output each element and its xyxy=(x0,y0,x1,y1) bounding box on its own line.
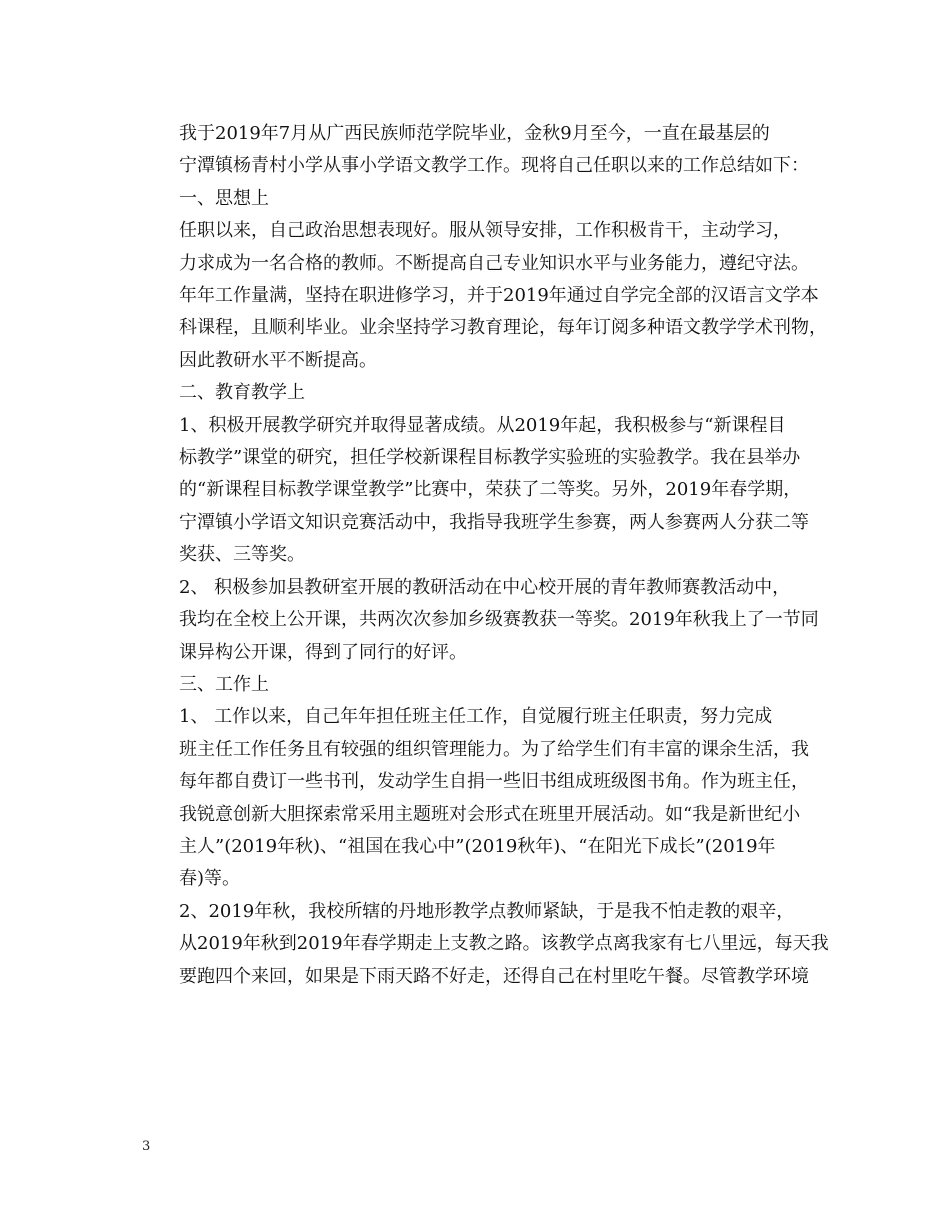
text-line: 年年工作量满，坚持在职进修学习，并于2019年通过自学完全部的汉语言文学本 xyxy=(179,285,819,307)
text-line: 要跑四个来回，如果是下雨天路不好走，还得自己在村里吃午餐。尽管教学环境 xyxy=(179,965,809,987)
text-line: 班主任工作任务且有较强的组织管理能力。为了给学生们有丰富的课余生活，我 xyxy=(179,738,809,760)
document-body xyxy=(143,118,829,993)
text-line: 2、2019年秋，我校所辖的丹地形教学点教师紧缺，于是我不怕走教的艰辛， xyxy=(179,900,795,922)
paragraph-thought xyxy=(143,215,827,377)
text-line: 课异构公开课，得到了同行的好评。 xyxy=(179,641,467,663)
text-line: 从2019年秋到2019年春学期走上支教之路。该教学点离我家有七八里远，每天我 xyxy=(179,933,829,955)
text-line: 奖获、三等奖。 xyxy=(179,544,305,566)
text-line: 我均在全校上公开课，共两次次参加乡级赛教获一等奖。2019年秋我上了一节同 xyxy=(179,609,819,631)
text-line: 科课程，且顺利毕业。业余坚持学习教育理论，每年订阅多种语文教学学术刊物， xyxy=(179,317,827,339)
text-line: 春)等。 xyxy=(179,868,241,890)
paragraph-intro xyxy=(143,118,813,183)
paragraph-teaching-2 xyxy=(143,572,819,669)
paragraph-teaching-1 xyxy=(143,410,813,572)
text-line: 1、积极开展教学研究并取得显著成绩。从2019年起，我积极参与“新课程目 xyxy=(179,414,786,436)
paragraph-work-2 xyxy=(143,896,829,993)
section-heading-teaching xyxy=(143,377,813,409)
section-heading-thought xyxy=(143,183,813,215)
text-line: 宁潭镇杨青村小学从事小学语文教学工作。现将自己任职以来的工作总结如下： xyxy=(179,155,809,177)
text-line: 标教学”课堂的研究，担任学校新课程目标教学实验班的实验教学。我在县举办 xyxy=(179,447,801,469)
page-number: 3 xyxy=(142,1139,151,1154)
text-line: 宁潭镇小学语文知识竞赛活动中，我指导我班学生参赛，两人参赛两人分获二等 xyxy=(179,511,809,533)
text-line: 1、 工作以来，自己年年担任班主任工作，自觉履行班主任职责，努力完成 xyxy=(179,706,773,728)
text-line: 二、教育教学上 xyxy=(179,382,305,404)
text-line: 每年都自费订一些书刊，发动学生自捐一些旧书组成班级图书角。作为班主任， xyxy=(179,771,809,793)
text-line: 2、 积极参加县教研室开展的教研活动在中心校开展的青年教师赛教活动中， xyxy=(179,576,791,598)
text-line: 我锐意创新大胆探索常采用主题班对会形式在班里开展活动。如“我是新世纪小 xyxy=(179,803,801,825)
text-line: 的“新课程目标教学课堂教学”比赛中，荣获了二等奖。另外，2019年春学期， xyxy=(179,479,802,501)
text-line: 我于2019年7月从广西民族师范学院毕业，金秋9月至今，一直在最基层的 xyxy=(179,123,770,144)
text-line: 一、思想上 xyxy=(179,187,269,209)
text-line: 任职以来，自己政治思想表现好。服从领导安排，工作积极肯干，主动学习， xyxy=(179,220,791,242)
paragraph-work-1 xyxy=(143,701,813,895)
text-line: 三、工作上 xyxy=(179,673,269,695)
text-line: 主人”(2019年秋)、“祖国在我心中”(2019秋年)、“在阳光下成长”(2019年 xyxy=(179,835,776,857)
text-line: 力求成为一名合格的教师。不断提高自己专业知识水平与业务能力，遵纪守法。 xyxy=(179,252,809,274)
section-heading-work xyxy=(143,669,813,701)
text-line: 因此教研水平不断提高。 xyxy=(179,349,377,371)
